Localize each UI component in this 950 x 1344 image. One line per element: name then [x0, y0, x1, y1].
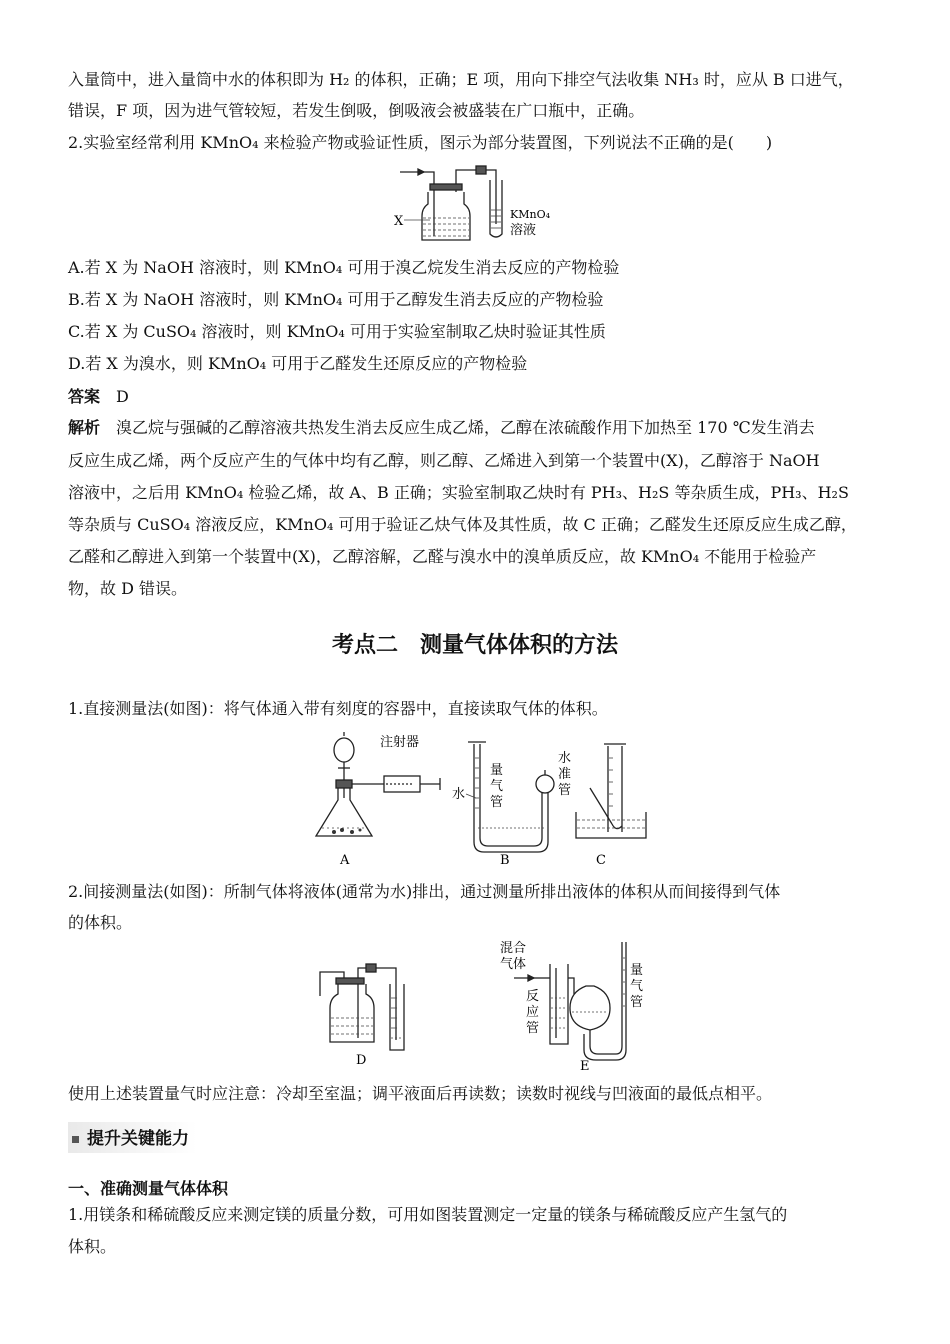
gas-tube-label-1: 量 — [490, 763, 504, 778]
gas-tube-label-2: 气 — [490, 779, 504, 794]
analysis-line: 等杂质与 CuSO₄ 溶液反应，KMnO₄ 可用于验证乙炔气体及其性质，故 C 正确；乙醛发生还原反应生成乙醇， — [68, 515, 857, 534]
analysis-label: 解析 — [68, 418, 101, 437]
figure-kmno4-apparatus — [390, 162, 570, 246]
figure-direct-measurement — [300, 728, 660, 870]
analysis-line: 反应生成乙烯，两个反应产生的气体中均有乙醇，则乙醇、乙烯进入到第一个装置中(X)，乙醇溶于 NaOH — [68, 451, 820, 470]
level-tube-label-1: 水 — [558, 751, 572, 766]
label-c: C — [596, 853, 606, 868]
gas-tube-e-label-1: 量 — [630, 963, 644, 978]
subheading: 一、准确测量气体体积 — [68, 1179, 229, 1198]
analysis-line: 溴乙烷与强碱的乙醇溶液共热发生消去反应生成乙烯，乙醇在浓硫酸作用下加热至 170 ℃发生消去 — [116, 418, 815, 437]
reaction-tube-label-2: 应 — [526, 1005, 540, 1020]
label-d: D — [356, 1053, 367, 1068]
analysis-line: 物，故 D 错误。 — [68, 579, 188, 598]
label-a: A — [340, 853, 350, 868]
answer-value: D — [116, 387, 129, 406]
measurement-note: 使用上述装置量气时应注意：冷却至室温；调平液面后再读数；读数时视线与凹液面的最低点相平。 — [68, 1084, 773, 1103]
gas-tube-e-label-3: 管 — [630, 995, 644, 1010]
water-label-b: 水 — [452, 787, 466, 802]
answer-row — [68, 387, 898, 407]
question-1-stem: 体积。 — [68, 1237, 117, 1256]
fig1-solution-label: 溶液 — [510, 223, 537, 238]
analysis-row — [68, 418, 898, 438]
fig1-x-label: X — [394, 214, 404, 229]
analysis-line: 乙醛和乙醇进入到第一个装置中(X)，乙醇溶解，乙醛与溴水中的溴单质反应，故 KMnO₄ 不能用于检验产 — [68, 547, 817, 566]
gas-tube-e-label-2: 气 — [630, 979, 644, 994]
question-2-stem: 2.实验室经常利用 KMnO₄ 来检验产物或验证性质，图示为部分装置图，下列说法不正确的是( ) — [68, 133, 773, 152]
option-d: D.若 X 为溴水，则 KMnO₄ 可用于乙醛发生还原反应的产物检验 — [68, 354, 528, 373]
fig1-kmno4-label: KMnO₄ — [510, 208, 550, 221]
gas-tube-label-3: 管 — [490, 795, 504, 810]
section-heading: 考点二 测量气体体积的方法 — [331, 633, 618, 658]
figure-indirect-measurement — [300, 938, 660, 1074]
answer-label: 答案 — [68, 387, 101, 406]
section-tag-label: 提升关键能力 — [87, 1129, 189, 1149]
paragraph-line: 入量筒中，进入量筒中水的体积即为 H₂ 的体积，正确；E 项，用向下排空气法收集 NH₃ 时，应从 B 口进气， — [68, 70, 854, 89]
method-1-text: 1.直接测量法(如图)：将气体通入带有刻度的容器中，直接读取气体的体积。 — [68, 699, 608, 718]
label-e: E — [580, 1059, 590, 1074]
section-tag — [68, 1122, 197, 1153]
level-tube-label-2: 准 — [558, 767, 572, 782]
reaction-tube-label-3: 管 — [526, 1021, 540, 1036]
reaction-tube-label-1: 反 — [526, 989, 540, 1004]
option-a: A.若 X 为 NaOH 溶液时，则 KMnO₄ 可用于溴乙烷发生消去反应的产物检验 — [68, 258, 620, 277]
paragraph-line: 错误，F 项，因为进气管较短，若发生倒吸，倒吸液会被盛装在广口瓶中，正确。 — [68, 101, 645, 120]
label-b: B — [500, 853, 510, 868]
syringe-label: 注射器 — [380, 735, 420, 750]
mixed-gas-label-2: 气体 — [500, 957, 527, 972]
question-1-stem: 1.用镁条和稀硫酸反应来测定镁的质量分数，可用如图装置测定一定量的镁条与稀硫酸反应产生氢气的 — [68, 1205, 788, 1224]
analysis-line: 溶液中，之后用 KMnO₄ 检验乙烯，故 A、B 正确；实验室制取乙炔时有 PH₃、H₂S 等杂质生成，PH₃、H₂S — [68, 483, 849, 502]
option-c: C.若 X 为 CuSO₄ 溶液时，则 KMnO₄ 可用于实验室制取乙炔时验证其性质 — [68, 322, 606, 341]
square-bullet-icon — [72, 1136, 79, 1143]
method-2-text: 2.间接测量法(如图)：所制气体将液体(通常为水)排出，通过测量所排出液体的体积从而间接得到气体 — [68, 882, 781, 901]
mixed-gas-label-1: 混合 — [500, 941, 527, 956]
method-2-text: 的体积。 — [68, 913, 133, 932]
level-tube-label-3: 管 — [558, 783, 572, 798]
option-b: B.若 X 为 NaOH 溶液时，则 KMnO₄ 可用于乙醇发生消去反应的产物检验 — [68, 290, 604, 309]
